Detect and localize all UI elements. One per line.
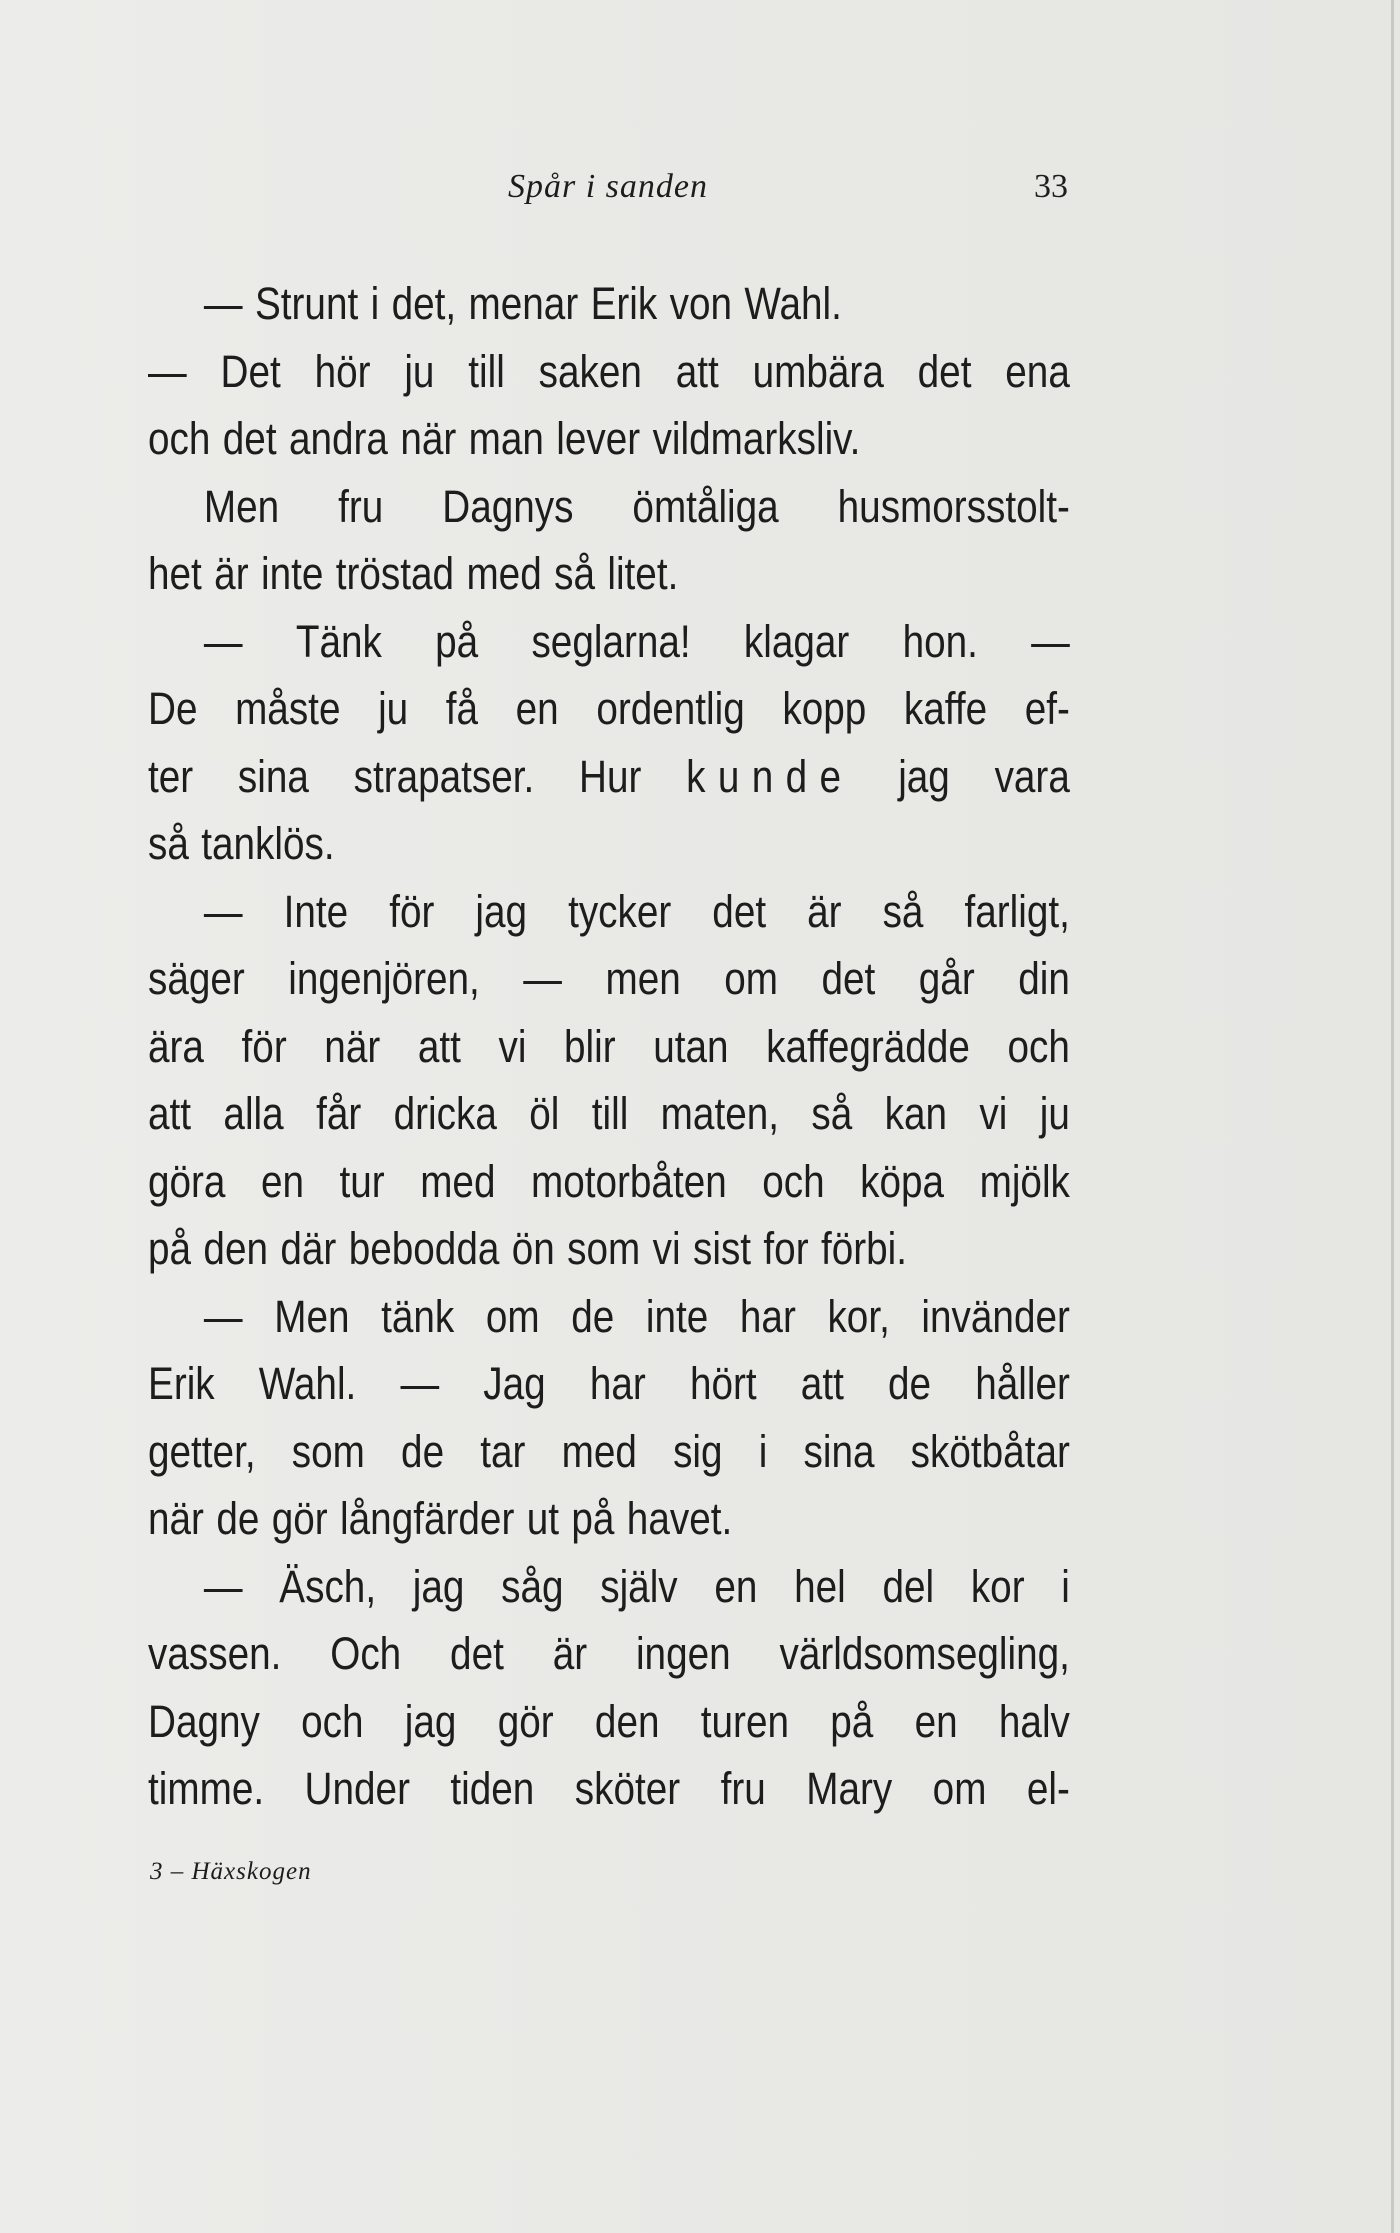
word: går bbox=[918, 953, 975, 1004]
word: världsomsegling, bbox=[779, 1628, 1070, 1679]
word: tur bbox=[339, 1155, 385, 1207]
word: alla bbox=[223, 1088, 284, 1139]
word: kan bbox=[884, 1088, 948, 1139]
word: och bbox=[762, 1155, 825, 1207]
word: ära bbox=[148, 1020, 204, 1072]
page-edge bbox=[1391, 0, 1394, 2233]
word: — bbox=[203, 615, 243, 667]
word: på bbox=[435, 615, 479, 667]
word: Dagnys bbox=[442, 480, 574, 532]
word: förbi. bbox=[820, 1223, 908, 1274]
word: von bbox=[669, 278, 733, 329]
word: De bbox=[148, 683, 198, 734]
word: öl bbox=[529, 1088, 560, 1139]
word: ju bbox=[1039, 1088, 1070, 1139]
word: Mary bbox=[806, 1763, 893, 1814]
word: så bbox=[882, 885, 924, 937]
text-line bbox=[148, 270, 1070, 338]
word: ön bbox=[511, 1223, 555, 1274]
word: måste bbox=[235, 683, 341, 734]
page-number: 33 bbox=[1034, 168, 1068, 205]
word: — bbox=[148, 345, 187, 397]
word: hel bbox=[794, 1560, 846, 1612]
word: husmorsstolt- bbox=[837, 480, 1070, 532]
word: om bbox=[724, 953, 779, 1004]
word: Jag bbox=[483, 1358, 546, 1409]
word: håller bbox=[975, 1358, 1070, 1409]
word: det bbox=[450, 1628, 504, 1679]
running-title: Spår i sanden bbox=[508, 168, 708, 205]
word: om bbox=[932, 1763, 987, 1814]
word: farligt, bbox=[964, 885, 1070, 937]
word: den bbox=[594, 1695, 660, 1747]
word: i bbox=[370, 278, 380, 329]
word: som bbox=[567, 1223, 641, 1274]
word: motorbåten bbox=[530, 1155, 727, 1207]
word: och bbox=[148, 413, 211, 464]
text-line bbox=[148, 945, 1070, 1013]
word: köpa bbox=[860, 1155, 945, 1207]
word: Det bbox=[220, 345, 281, 397]
word: så bbox=[554, 548, 595, 599]
word: att bbox=[800, 1358, 844, 1409]
word: ordentlig bbox=[596, 683, 745, 734]
word: seglarna! bbox=[531, 615, 691, 667]
word: klagar bbox=[743, 615, 850, 667]
word: Inte bbox=[283, 885, 349, 937]
word: på bbox=[148, 1223, 192, 1274]
word: ju bbox=[378, 683, 409, 734]
word: sist bbox=[692, 1223, 752, 1274]
text-line bbox=[148, 405, 1070, 473]
word: Erik bbox=[148, 1358, 215, 1409]
word: kor, bbox=[827, 1290, 890, 1342]
word: och bbox=[1007, 1020, 1070, 1072]
word: Erik bbox=[590, 278, 658, 329]
word: Wahl. bbox=[744, 278, 842, 329]
word: ena bbox=[1005, 345, 1070, 397]
word: fru bbox=[338, 480, 384, 532]
word: det bbox=[821, 953, 876, 1004]
text-line bbox=[148, 1013, 1070, 1081]
word: den bbox=[203, 1223, 269, 1274]
word: invänder bbox=[921, 1290, 1070, 1342]
word: är bbox=[552, 1628, 588, 1679]
word: själv bbox=[600, 1560, 678, 1612]
text-line bbox=[148, 1080, 1070, 1148]
word: Men bbox=[274, 1290, 350, 1342]
word: dricka bbox=[393, 1088, 497, 1139]
word: — bbox=[203, 278, 243, 329]
word: vildmarksliv. bbox=[652, 413, 861, 464]
word: som bbox=[291, 1425, 365, 1477]
word: jag bbox=[412, 1560, 465, 1612]
word: tröstad bbox=[335, 548, 455, 599]
word: Dagny bbox=[148, 1695, 260, 1747]
word: kopp bbox=[782, 683, 867, 734]
word: en bbox=[260, 1155, 305, 1207]
word: har bbox=[739, 1290, 796, 1342]
word: jag bbox=[898, 750, 950, 802]
word: det, bbox=[391, 278, 457, 329]
word: till bbox=[591, 1088, 629, 1139]
word: gör bbox=[497, 1695, 554, 1747]
word: del bbox=[882, 1560, 935, 1612]
word: hon. bbox=[902, 615, 978, 667]
word: får bbox=[316, 1088, 362, 1139]
word: har bbox=[589, 1358, 646, 1409]
word: få bbox=[445, 683, 479, 734]
text-line bbox=[148, 810, 1070, 878]
word: litet. bbox=[607, 548, 679, 599]
word: Äsch, bbox=[279, 1560, 377, 1612]
word: hört bbox=[689, 1358, 757, 1409]
word: el- bbox=[1026, 1763, 1070, 1814]
word: for bbox=[763, 1223, 809, 1274]
word: Tänk bbox=[295, 615, 382, 667]
word: lever bbox=[556, 413, 641, 464]
word: getter, bbox=[148, 1425, 256, 1477]
word: vassen. bbox=[148, 1628, 282, 1679]
word: ingenjören, bbox=[288, 953, 480, 1004]
word: menar bbox=[468, 278, 579, 329]
word: ter bbox=[148, 750, 194, 802]
text-line bbox=[148, 338, 1070, 406]
word: umbära bbox=[752, 345, 884, 397]
text-line bbox=[148, 1553, 1070, 1621]
running-head bbox=[148, 168, 1068, 218]
word: men bbox=[605, 953, 681, 1004]
word: för bbox=[389, 885, 435, 937]
body-text bbox=[148, 270, 1070, 1823]
text-line bbox=[148, 473, 1070, 541]
word: så bbox=[811, 1088, 853, 1139]
word: för bbox=[241, 1020, 287, 1072]
word: kunde bbox=[686, 750, 854, 802]
word: sköter bbox=[574, 1763, 681, 1814]
word: när bbox=[324, 1020, 381, 1072]
word: strapatser. bbox=[353, 750, 535, 802]
word: — bbox=[523, 953, 562, 1004]
word: till bbox=[468, 345, 505, 397]
text-line bbox=[148, 608, 1070, 676]
word: sina bbox=[803, 1425, 875, 1477]
word: timme. bbox=[148, 1763, 265, 1814]
word: Wahl. bbox=[258, 1358, 357, 1409]
text-line bbox=[148, 540, 1070, 608]
word: en bbox=[515, 683, 559, 734]
word: mjölk bbox=[979, 1155, 1070, 1207]
word: tänk bbox=[381, 1290, 455, 1342]
text-line bbox=[148, 878, 1070, 946]
word: att bbox=[675, 345, 719, 397]
word: — bbox=[203, 1560, 243, 1612]
word: saken bbox=[538, 345, 642, 397]
text-line bbox=[148, 743, 1070, 811]
word: de bbox=[216, 1493, 260, 1544]
word: där bbox=[280, 1223, 337, 1274]
word: att bbox=[148, 1088, 192, 1139]
word: sig bbox=[673, 1425, 723, 1477]
text-line bbox=[148, 1485, 1070, 1553]
word: ömtåliga bbox=[632, 480, 779, 532]
word: jag bbox=[404, 1695, 457, 1747]
word: med bbox=[561, 1425, 637, 1477]
word: tycker bbox=[568, 885, 672, 937]
word: en bbox=[914, 1695, 958, 1747]
word: är bbox=[807, 885, 842, 937]
word: din bbox=[1018, 953, 1070, 1004]
word: ef- bbox=[1024, 683, 1070, 734]
text-line bbox=[148, 1350, 1070, 1418]
word: så bbox=[148, 818, 189, 869]
word: säger bbox=[148, 953, 245, 1004]
word: bebodda bbox=[348, 1223, 500, 1274]
word: — bbox=[400, 1358, 440, 1409]
word: på bbox=[571, 1493, 615, 1544]
word: i bbox=[1061, 1560, 1070, 1612]
word: är bbox=[214, 548, 249, 599]
word: på bbox=[830, 1695, 874, 1747]
word: göra bbox=[148, 1155, 226, 1207]
word: Och bbox=[330, 1628, 402, 1679]
word: såg bbox=[501, 1560, 564, 1612]
word: med bbox=[466, 548, 542, 599]
word: andra bbox=[288, 413, 388, 464]
word: ingen bbox=[635, 1628, 731, 1679]
word: Men bbox=[203, 480, 280, 532]
word: maten, bbox=[660, 1088, 779, 1139]
word: ut bbox=[526, 1493, 559, 1544]
word: utan bbox=[653, 1020, 729, 1072]
word: när bbox=[400, 413, 457, 464]
word: att bbox=[417, 1020, 461, 1072]
word: en bbox=[714, 1560, 758, 1612]
word: Strunt bbox=[254, 278, 359, 329]
word: kor bbox=[970, 1560, 1025, 1612]
word: blir bbox=[564, 1020, 616, 1072]
text-line bbox=[148, 1418, 1070, 1486]
word: vi bbox=[498, 1020, 527, 1072]
word: när bbox=[148, 1493, 204, 1544]
printer-signature: 3 – Häxskogen bbox=[150, 1858, 312, 1885]
word: tiden bbox=[450, 1763, 535, 1814]
word: i bbox=[758, 1425, 768, 1477]
word: de bbox=[571, 1290, 615, 1342]
word: Hur bbox=[579, 750, 642, 802]
word: med bbox=[420, 1155, 496, 1207]
text-line bbox=[148, 1620, 1070, 1688]
word: det bbox=[712, 885, 767, 937]
word: de bbox=[401, 1425, 445, 1477]
word: skötbåtar bbox=[910, 1425, 1070, 1477]
text-line bbox=[148, 1215, 1070, 1283]
word: vi bbox=[652, 1223, 681, 1274]
word: turen bbox=[700, 1695, 789, 1747]
word: det bbox=[917, 345, 972, 397]
word: fru bbox=[720, 1763, 766, 1814]
word: vi bbox=[979, 1088, 1008, 1139]
text-line bbox=[148, 1148, 1070, 1216]
word: tanklös. bbox=[201, 818, 335, 869]
word: hör bbox=[314, 345, 371, 397]
word: — bbox=[203, 885, 243, 937]
word: tar bbox=[480, 1425, 526, 1477]
word: Under bbox=[304, 1763, 410, 1814]
word: jag bbox=[475, 885, 528, 937]
word: inte bbox=[260, 548, 324, 599]
word: halv bbox=[998, 1695, 1070, 1747]
word: het bbox=[148, 548, 202, 599]
word: — bbox=[1031, 615, 1070, 667]
word: gör bbox=[271, 1493, 328, 1544]
word: vara bbox=[994, 750, 1070, 802]
word: de bbox=[888, 1358, 932, 1409]
text-line bbox=[148, 1755, 1070, 1823]
word: man bbox=[468, 413, 544, 464]
word: och bbox=[301, 1695, 364, 1747]
word: kaffegrädde bbox=[766, 1020, 970, 1072]
text-line bbox=[148, 675, 1070, 743]
word: ju bbox=[404, 345, 435, 397]
word: havet. bbox=[626, 1493, 733, 1544]
word: om bbox=[485, 1290, 540, 1342]
word: långfärder bbox=[340, 1493, 515, 1544]
text-line bbox=[148, 1283, 1070, 1351]
word: det bbox=[222, 413, 277, 464]
word: kaffe bbox=[903, 683, 988, 734]
text-line bbox=[148, 1688, 1070, 1756]
word: inte bbox=[645, 1290, 709, 1342]
word: — bbox=[203, 1290, 243, 1342]
word: sina bbox=[237, 750, 309, 802]
